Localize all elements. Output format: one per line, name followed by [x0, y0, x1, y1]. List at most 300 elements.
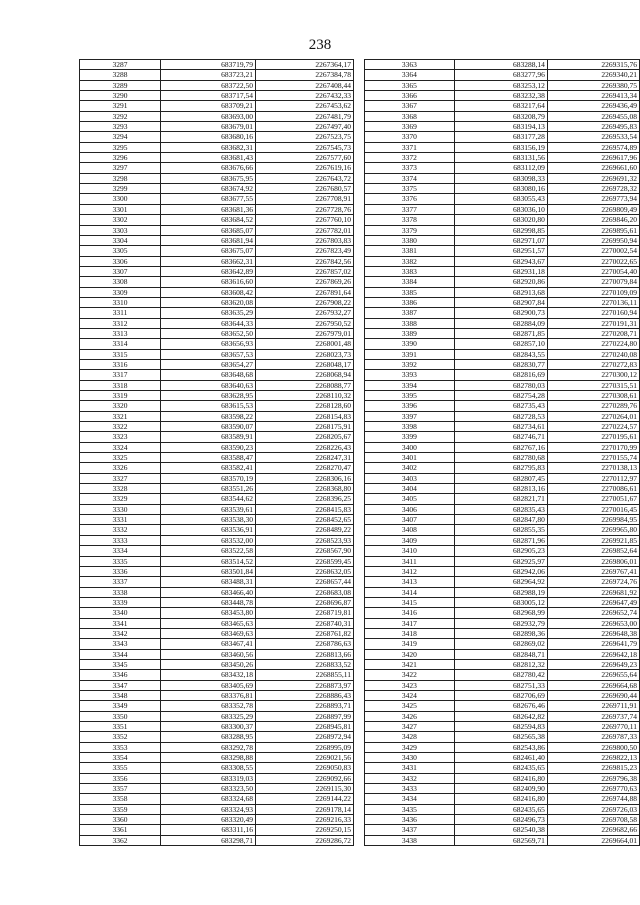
x-coordinate-cell: 682795,83	[454, 463, 547, 473]
table-row	[80, 639, 354, 649]
y-coordinate-cell: 2270109,09	[547, 287, 639, 297]
table-row	[365, 204, 640, 214]
table-row	[365, 504, 640, 514]
point-number-cell: 3430	[365, 753, 455, 763]
table-row	[80, 194, 354, 204]
y-coordinate-cell: 2268893,71	[256, 701, 354, 711]
point-number-cell: 3403	[365, 473, 455, 483]
point-number-cell: 3318	[80, 380, 161, 390]
table-row	[365, 680, 640, 690]
point-number-cell: 3343	[80, 639, 161, 649]
x-coordinate-cell: 682540,38	[454, 825, 547, 835]
table-row	[365, 773, 640, 783]
y-coordinate-cell: 2268396,25	[256, 494, 354, 504]
y-coordinate-cell: 2269021,56	[256, 753, 354, 763]
point-number-cell: 3348	[80, 690, 161, 700]
x-coordinate-cell: 683628,95	[161, 391, 256, 401]
table-row	[365, 711, 640, 721]
x-coordinate-cell: 682416,80	[454, 773, 547, 783]
point-number-cell: 3422	[365, 670, 455, 680]
y-coordinate-cell: 2267545,73	[256, 142, 354, 152]
table-row	[365, 815, 640, 825]
point-number-cell: 3314	[80, 339, 161, 349]
x-coordinate-cell: 682905,23	[454, 546, 547, 556]
point-number-cell: 3417	[365, 618, 455, 628]
point-number-cell: 3315	[80, 349, 161, 359]
y-coordinate-cell: 2269050,83	[256, 763, 354, 773]
x-coordinate-cell: 683277,96	[454, 70, 547, 80]
x-coordinate-cell: 683685,07	[161, 225, 256, 235]
x-coordinate-cell: 682855,35	[454, 525, 547, 535]
table-row	[80, 618, 354, 628]
point-number-cell: 3368	[365, 111, 455, 121]
table-row	[80, 463, 354, 473]
table-row	[80, 411, 354, 421]
y-coordinate-cell: 2268855,11	[256, 670, 354, 680]
x-coordinate-cell: 683680,16	[161, 132, 256, 142]
x-coordinate-cell: 683020,80	[454, 215, 547, 225]
x-coordinate-cell: 683642,89	[161, 266, 256, 276]
point-number-cell: 3299	[80, 184, 161, 194]
table-row	[365, 659, 640, 669]
point-number-cell: 3405	[365, 494, 455, 504]
y-coordinate-cell: 2267384,78	[256, 70, 354, 80]
y-coordinate-cell: 2269533,54	[547, 132, 639, 142]
point-number-cell: 3408	[365, 525, 455, 535]
y-coordinate-cell: 2270240,08	[547, 349, 639, 359]
y-coordinate-cell: 2268873,97	[256, 680, 354, 690]
table-row	[80, 577, 354, 587]
y-coordinate-cell: 2270016,45	[547, 504, 639, 514]
table-row	[80, 225, 354, 235]
table-row	[80, 308, 354, 318]
y-coordinate-cell: 2267619,16	[256, 163, 354, 173]
table-row	[365, 70, 640, 80]
y-coordinate-cell: 2267869,26	[256, 277, 354, 287]
table-row	[80, 266, 354, 276]
x-coordinate-cell: 682835,43	[454, 504, 547, 514]
x-coordinate-cell: 682932,79	[454, 618, 547, 628]
y-coordinate-cell: 2269724,76	[547, 577, 639, 587]
point-number-cell: 3358	[80, 794, 161, 804]
y-coordinate-cell: 2267908,22	[256, 297, 354, 307]
table-row	[80, 422, 354, 432]
y-coordinate-cell: 2269984,95	[547, 515, 639, 525]
x-coordinate-cell: 682676,46	[454, 701, 547, 711]
y-coordinate-cell: 2269647,49	[547, 597, 639, 607]
y-coordinate-cell: 2270136,11	[547, 297, 639, 307]
table-row	[365, 215, 640, 225]
point-number-cell: 3305	[80, 246, 161, 256]
point-number-cell: 3349	[80, 701, 161, 711]
x-coordinate-cell: 682843,55	[454, 349, 547, 359]
y-coordinate-cell: 2270272,83	[547, 359, 639, 369]
point-number-cell: 3402	[365, 463, 455, 473]
y-coordinate-cell: 2268247,31	[256, 453, 354, 463]
x-coordinate-cell: 682754,28	[454, 391, 547, 401]
x-coordinate-cell: 682751,33	[454, 680, 547, 690]
point-number-cell: 3294	[80, 132, 161, 142]
y-coordinate-cell: 2270224,57	[547, 422, 639, 432]
table-row	[365, 566, 640, 576]
point-number-cell: 3427	[365, 722, 455, 732]
point-number-cell: 3312	[80, 318, 161, 328]
x-coordinate-cell: 683324,93	[161, 804, 256, 814]
y-coordinate-cell: 2269728,32	[547, 184, 639, 194]
point-number-cell: 3420	[365, 649, 455, 659]
y-coordinate-cell: 2268023,73	[256, 349, 354, 359]
table-row	[365, 742, 640, 752]
table-row	[80, 380, 354, 390]
point-number-cell: 3316	[80, 359, 161, 369]
table-row	[365, 391, 640, 401]
y-coordinate-cell: 2269767,41	[547, 566, 639, 576]
table-row	[365, 535, 640, 545]
table-row	[365, 122, 640, 132]
y-coordinate-cell: 2267408,44	[256, 80, 354, 90]
point-number-cell: 3307	[80, 266, 161, 276]
x-coordinate-cell: 683608,42	[161, 287, 256, 297]
point-number-cell: 3338	[80, 587, 161, 597]
table-row	[365, 722, 640, 732]
point-number-cell: 3287	[80, 60, 161, 70]
table-row	[365, 825, 640, 835]
table-row	[80, 328, 354, 338]
y-coordinate-cell: 2268068,94	[256, 370, 354, 380]
point-number-cell: 3426	[365, 711, 455, 721]
table-row	[365, 556, 640, 566]
table-row	[365, 784, 640, 794]
table-row	[365, 484, 640, 494]
y-coordinate-cell: 2269921,85	[547, 535, 639, 545]
y-coordinate-cell: 2269648,38	[547, 628, 639, 638]
point-number-cell: 3378	[365, 215, 455, 225]
x-coordinate-cell: 683723,21	[161, 70, 256, 80]
point-number-cell: 3410	[365, 546, 455, 556]
table-row	[365, 618, 640, 628]
table-row	[80, 597, 354, 607]
x-coordinate-cell: 683709,21	[161, 101, 256, 111]
y-coordinate-cell: 2269413,34	[547, 91, 639, 101]
y-coordinate-cell: 2268567,90	[256, 546, 354, 556]
table-row	[80, 556, 354, 566]
point-number-cell: 3392	[365, 359, 455, 369]
point-number-cell: 3400	[365, 442, 455, 452]
y-coordinate-cell: 2268599,45	[256, 556, 354, 566]
table-row	[80, 442, 354, 452]
table-row	[80, 773, 354, 783]
y-coordinate-cell: 2269144,22	[256, 794, 354, 804]
point-number-cell: 3298	[80, 173, 161, 183]
point-number-cell: 3362	[80, 835, 161, 845]
x-coordinate-cell: 683376,81	[161, 690, 256, 700]
x-coordinate-cell: 682734,61	[454, 422, 547, 432]
point-number-cell: 3293	[80, 122, 161, 132]
x-coordinate-cell: 683311,16	[161, 825, 256, 835]
x-coordinate-cell: 682807,45	[454, 473, 547, 483]
point-number-cell: 3301	[80, 204, 161, 214]
y-coordinate-cell: 2269641,79	[547, 639, 639, 649]
x-coordinate-cell: 683324,68	[161, 794, 256, 804]
y-coordinate-cell: 2269806,01	[547, 556, 639, 566]
x-coordinate-cell: 682871,85	[454, 328, 547, 338]
y-coordinate-cell: 2268719,81	[256, 608, 354, 618]
table-row	[80, 732, 354, 742]
point-number-cell: 3406	[365, 504, 455, 514]
coordinates-table-left	[79, 59, 354, 846]
table-row	[365, 142, 640, 152]
y-coordinate-cell: 2267432,33	[256, 91, 354, 101]
x-coordinate-cell: 682968,99	[454, 608, 547, 618]
point-number-cell: 3357	[80, 784, 161, 794]
point-number-cell: 3302	[80, 215, 161, 225]
point-number-cell: 3345	[80, 659, 161, 669]
point-number-cell: 3371	[365, 142, 455, 152]
table-row	[365, 339, 640, 349]
table-row	[365, 287, 640, 297]
y-coordinate-cell: 2267857,02	[256, 266, 354, 276]
point-number-cell: 3413	[365, 577, 455, 587]
point-number-cell: 3394	[365, 380, 455, 390]
y-coordinate-cell: 2270079,84	[547, 277, 639, 287]
point-number-cell: 3399	[365, 432, 455, 442]
x-coordinate-cell: 683635,29	[161, 308, 256, 318]
point-number-cell: 3423	[365, 680, 455, 690]
point-number-cell: 3425	[365, 701, 455, 711]
x-coordinate-cell: 683722,50	[161, 80, 256, 90]
x-coordinate-cell: 683675,95	[161, 173, 256, 183]
x-coordinate-cell: 683352,78	[161, 701, 256, 711]
y-coordinate-cell: 2267643,72	[256, 173, 354, 183]
x-coordinate-cell: 683570,19	[161, 473, 256, 483]
y-coordinate-cell: 2269681,92	[547, 587, 639, 597]
y-coordinate-cell: 2269690,44	[547, 690, 639, 700]
table-row	[365, 297, 640, 307]
x-coordinate-cell: 683080,16	[454, 184, 547, 194]
y-coordinate-cell: 2267950,52	[256, 318, 354, 328]
y-coordinate-cell: 2270191,31	[547, 318, 639, 328]
x-coordinate-cell: 683112,09	[454, 163, 547, 173]
x-coordinate-cell: 683532,00	[161, 535, 256, 545]
table-row	[80, 235, 354, 245]
y-coordinate-cell: 2269380,75	[547, 80, 639, 90]
x-coordinate-cell: 683194,13	[454, 122, 547, 132]
x-coordinate-cell: 683208,79	[454, 111, 547, 121]
point-number-cell: 3431	[365, 763, 455, 773]
y-coordinate-cell: 2268995,09	[256, 742, 354, 752]
point-number-cell: 3313	[80, 328, 161, 338]
x-coordinate-cell: 683538,30	[161, 515, 256, 525]
point-number-cell: 3432	[365, 773, 455, 783]
y-coordinate-cell: 2267728,76	[256, 204, 354, 214]
x-coordinate-cell: 683288,14	[454, 60, 547, 70]
point-number-cell: 3409	[365, 535, 455, 545]
y-coordinate-cell: 2269800,50	[547, 742, 639, 752]
y-coordinate-cell: 2269664,68	[547, 680, 639, 690]
table-row	[365, 473, 640, 483]
table-row	[365, 246, 640, 256]
y-coordinate-cell: 2268205,67	[256, 432, 354, 442]
table-row	[365, 318, 640, 328]
x-coordinate-cell: 683684,52	[161, 215, 256, 225]
y-coordinate-cell: 2269815,23	[547, 763, 639, 773]
point-number-cell: 3331	[80, 515, 161, 525]
y-coordinate-cell: 2270170,99	[547, 442, 639, 452]
x-coordinate-cell: 683453,80	[161, 608, 256, 618]
x-coordinate-cell: 683590,07	[161, 422, 256, 432]
x-coordinate-cell: 683098,33	[454, 173, 547, 183]
x-coordinate-cell: 683405,69	[161, 680, 256, 690]
y-coordinate-cell: 2268128,60	[256, 401, 354, 411]
point-number-cell: 3295	[80, 142, 161, 152]
y-coordinate-cell: 2269965,80	[547, 525, 639, 535]
table-row	[80, 680, 354, 690]
y-coordinate-cell: 2268001,48	[256, 339, 354, 349]
y-coordinate-cell: 2268226,43	[256, 442, 354, 452]
y-coordinate-cell: 2267453,62	[256, 101, 354, 111]
table-row	[80, 111, 354, 121]
table-row	[365, 80, 640, 90]
point-number-cell: 3404	[365, 484, 455, 494]
x-coordinate-cell: 683298,71	[161, 835, 256, 845]
y-coordinate-cell: 2268833,52	[256, 659, 354, 669]
point-number-cell: 3380	[365, 235, 455, 245]
point-number-cell: 3382	[365, 256, 455, 266]
x-coordinate-cell: 683467,41	[161, 639, 256, 649]
y-coordinate-cell: 2270300,12	[547, 370, 639, 380]
point-number-cell: 3385	[365, 287, 455, 297]
point-number-cell: 3398	[365, 422, 455, 432]
point-number-cell: 3419	[365, 639, 455, 649]
y-coordinate-cell: 2269436,49	[547, 101, 639, 111]
x-coordinate-cell: 682920,86	[454, 277, 547, 287]
y-coordinate-cell: 2268270,47	[256, 463, 354, 473]
point-number-cell: 3306	[80, 256, 161, 266]
y-coordinate-cell: 2268696,87	[256, 597, 354, 607]
table-row	[80, 359, 354, 369]
point-number-cell: 3390	[365, 339, 455, 349]
y-coordinate-cell: 2269655,64	[547, 670, 639, 680]
y-coordinate-cell: 2268632,05	[256, 566, 354, 576]
table-row	[80, 494, 354, 504]
x-coordinate-cell: 682988,19	[454, 587, 547, 597]
x-coordinate-cell: 682898,36	[454, 628, 547, 638]
x-coordinate-cell: 683055,43	[454, 194, 547, 204]
table-row	[365, 380, 640, 390]
point-number-cell: 3435	[365, 804, 455, 814]
point-number-cell: 3334	[80, 546, 161, 556]
table-row	[80, 173, 354, 183]
point-number-cell: 3379	[365, 225, 455, 235]
point-number-cell: 3370	[365, 132, 455, 142]
x-coordinate-cell: 682642,82	[454, 711, 547, 721]
x-coordinate-cell: 683551,26	[161, 484, 256, 494]
table-row	[80, 504, 354, 514]
point-number-cell: 3437	[365, 825, 455, 835]
point-number-cell: 3374	[365, 173, 455, 183]
table-row	[80, 794, 354, 804]
x-coordinate-cell: 683677,55	[161, 194, 256, 204]
x-coordinate-cell: 682884,09	[454, 318, 547, 328]
y-coordinate-cell: 2269796,38	[547, 773, 639, 783]
table-row	[80, 287, 354, 297]
table-row	[365, 453, 640, 463]
table-row	[80, 587, 354, 597]
x-coordinate-cell: 682942,06	[454, 566, 547, 576]
y-coordinate-cell: 2270289,76	[547, 401, 639, 411]
table-row	[365, 91, 640, 101]
point-number-cell: 3311	[80, 308, 161, 318]
y-coordinate-cell: 2269617,96	[547, 153, 639, 163]
point-number-cell: 3327	[80, 473, 161, 483]
y-coordinate-cell: 2268886,43	[256, 690, 354, 700]
table-row	[80, 649, 354, 659]
y-coordinate-cell: 2269649,23	[547, 659, 639, 669]
point-number-cell: 3434	[365, 794, 455, 804]
y-coordinate-cell: 2267823,49	[256, 246, 354, 256]
y-coordinate-cell: 2269744,88	[547, 794, 639, 804]
y-coordinate-cell: 2269495,83	[547, 122, 639, 132]
x-coordinate-cell: 683300,37	[161, 722, 256, 732]
point-number-cell: 3319	[80, 391, 161, 401]
x-coordinate-cell: 683616,60	[161, 277, 256, 287]
table-row	[365, 608, 640, 618]
point-number-cell: 3360	[80, 815, 161, 825]
point-number-cell: 3361	[80, 825, 161, 835]
x-coordinate-cell: 682565,38	[454, 732, 547, 742]
y-coordinate-cell: 2270208,71	[547, 328, 639, 338]
table-row	[80, 142, 354, 152]
point-number-cell: 3415	[365, 597, 455, 607]
y-coordinate-cell: 2269652,74	[547, 608, 639, 618]
table-row	[80, 515, 354, 525]
x-coordinate-cell: 683693,00	[161, 111, 256, 121]
point-number-cell: 3332	[80, 525, 161, 535]
x-coordinate-cell: 682728,53	[454, 411, 547, 421]
point-number-cell: 3323	[80, 432, 161, 442]
x-coordinate-cell: 683679,01	[161, 122, 256, 132]
table-row	[365, 163, 640, 173]
table-row	[365, 349, 640, 359]
x-coordinate-cell: 683615,53	[161, 401, 256, 411]
x-coordinate-cell: 683644,33	[161, 318, 256, 328]
table-row	[80, 608, 354, 618]
y-coordinate-cell: 2269950,94	[547, 235, 639, 245]
table-row	[80, 318, 354, 328]
point-number-cell: 3321	[80, 411, 161, 421]
table-row	[365, 690, 640, 700]
x-coordinate-cell: 683514,52	[161, 556, 256, 566]
point-number-cell: 3342	[80, 628, 161, 638]
x-coordinate-cell: 683539,61	[161, 504, 256, 514]
point-number-cell: 3384	[365, 277, 455, 287]
table-row	[80, 153, 354, 163]
table-row	[80, 132, 354, 142]
table-row	[365, 173, 640, 183]
x-coordinate-cell: 682496,73	[454, 815, 547, 825]
point-number-cell: 3369	[365, 122, 455, 132]
point-number-cell: 3303	[80, 225, 161, 235]
x-coordinate-cell: 683681,94	[161, 235, 256, 245]
point-number-cell: 3320	[80, 401, 161, 411]
y-coordinate-cell: 2268048,17	[256, 359, 354, 369]
table-row	[365, 308, 640, 318]
x-coordinate-cell: 683681,36	[161, 204, 256, 214]
y-coordinate-cell: 2268740,31	[256, 618, 354, 628]
x-coordinate-cell: 682871,96	[454, 535, 547, 545]
table-row	[365, 587, 640, 597]
y-coordinate-cell: 2268306,16	[256, 473, 354, 483]
